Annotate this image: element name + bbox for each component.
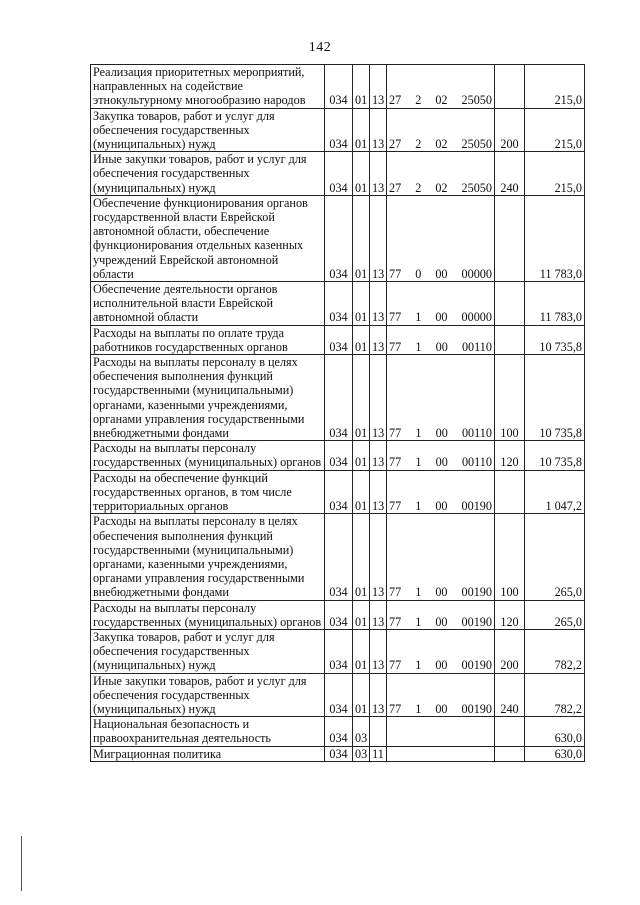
tsr-part: 00 [435, 310, 448, 325]
tsr-code-cell [387, 514, 495, 600]
vr-code-cell: 240 [495, 152, 525, 196]
tsr-part: 77 [389, 455, 402, 470]
gr-code-cell: 034 [325, 65, 353, 109]
tsr-part: 00190 [461, 585, 492, 600]
tsr-part: 1 [415, 585, 422, 600]
vr-code-cell [495, 717, 525, 746]
tsr-part: 1 [415, 658, 422, 673]
tsr-part: 00 [435, 658, 448, 673]
vr-code-cell: 120 [495, 600, 525, 629]
vr-code-cell: 240 [495, 673, 525, 717]
tsr-part: 00 [435, 585, 448, 600]
amount-cell: 10 735,8 [525, 441, 585, 470]
tsr-part: 77 [389, 658, 402, 673]
row-name-cell: Расходы на выплаты по оплате труда работников государственных органов [91, 325, 325, 354]
rz-code-cell: 01 [353, 355, 370, 441]
row-name-cell: Реализация приоритетных мероприятий, направленных на содействие этнокультурному многообразию народов [91, 65, 325, 109]
amount-cell: 215,0 [525, 152, 585, 196]
gr-code-cell: 034 [325, 108, 353, 152]
gr-code-cell: 034 [325, 152, 353, 196]
tsr-part: 00190 [461, 614, 492, 629]
table-row [91, 629, 585, 673]
margin-line [21, 836, 22, 891]
row-name-cell: Расходы на выплаты персоналу государственных (муниципальных) органов [91, 600, 325, 629]
rz-code-cell: 03 [353, 717, 370, 746]
row-name-cell: Закупка товаров, работ и услуг для обеспечения государственных (муниципальных) нужд [91, 108, 325, 152]
amount-cell: 1 047,2 [525, 470, 585, 514]
tsr-part: 1 [415, 499, 422, 514]
rz-code-cell: 01 [353, 108, 370, 152]
row-name-cell: Закупка товаров, работ и услуг для обеспечения государственных (муниципальных) нужд [91, 629, 325, 673]
page-number: 142 [308, 40, 332, 55]
table-row [91, 282, 585, 326]
tsr-part: 77 [389, 499, 402, 514]
amount-cell: 10 735,8 [525, 325, 585, 354]
amount-cell: 11 783,0 [525, 282, 585, 326]
tsr-part: 0 [415, 266, 422, 281]
tsr-part: 00110 [461, 455, 492, 470]
tsr-part: 2 [415, 93, 422, 108]
tsr-code-cell [387, 673, 495, 717]
tsr-part: 02 [435, 137, 448, 152]
tsr-code-cell [387, 325, 495, 354]
table-row [91, 355, 585, 441]
rz-code-cell: 01 [353, 441, 370, 470]
tsr-code-cell [387, 441, 495, 470]
pr-code-cell: 13 [370, 195, 387, 281]
amount-cell: 265,0 [525, 600, 585, 629]
tsr-part: 00 [435, 701, 448, 716]
pr-code-cell: 13 [370, 629, 387, 673]
vr-code-cell: 100 [495, 355, 525, 441]
tsr-part: 00110 [461, 339, 492, 354]
gr-code-cell: 034 [325, 195, 353, 281]
tsr-code-cell [387, 629, 495, 673]
table-row [91, 195, 585, 281]
row-name-cell: Иные закупки товаров, работ и услуг для обеспечения государственных (муниципальных) нужд [91, 152, 325, 196]
table-row [91, 717, 585, 746]
tsr-part: 2 [415, 180, 422, 195]
vr-code-cell: 200 [495, 629, 525, 673]
tsr-part: 00110 [461, 426, 492, 441]
tsr-part: 27 [389, 180, 402, 195]
gr-code-cell: 034 [325, 282, 353, 326]
rz-code-cell: 01 [353, 325, 370, 354]
vr-code-cell [495, 470, 525, 514]
tsr-part: 77 [389, 310, 402, 325]
tsr-part: 2 [415, 137, 422, 152]
tsr-part: 77 [389, 266, 402, 281]
tsr-part: 00190 [461, 499, 492, 514]
amount-cell: 630,0 [525, 717, 585, 746]
gr-code-cell: 034 [325, 325, 353, 354]
rz-code-cell: 01 [353, 673, 370, 717]
row-name-cell: Расходы на выплаты персоналу в целях обеспечения выполнения функций государственными (муниципальными) органами, казенными учреждениями, органами управления государственными внебюджетными фондами [91, 514, 325, 600]
gr-code-cell: 034 [325, 470, 353, 514]
vr-code-cell [495, 282, 525, 326]
tsr-code-cell [387, 282, 495, 326]
vr-code-cell [495, 325, 525, 354]
pr-code-cell: 13 [370, 470, 387, 514]
tsr-part: 25050 [461, 180, 492, 195]
tsr-part: 77 [389, 701, 402, 716]
pr-code-cell: 13 [370, 108, 387, 152]
gr-code-cell: 034 [325, 673, 353, 717]
tsr-part: 00190 [461, 701, 492, 716]
amount-cell: 782,2 [525, 673, 585, 717]
tsr-code-cell [387, 108, 495, 152]
table-row [91, 152, 585, 196]
amount-cell: 265,0 [525, 514, 585, 600]
vr-code-cell [495, 65, 525, 109]
tsr-part: 00 [435, 266, 448, 281]
tsr-part: 00000 [461, 310, 492, 325]
vr-code-cell: 200 [495, 108, 525, 152]
table-row [91, 600, 585, 629]
tsr-part: 00 [435, 426, 448, 441]
table-row [91, 746, 585, 761]
vr-code-cell [495, 746, 525, 761]
row-name-cell: Обеспечение деятельности органов исполнительной власти Еврейской автономной области [91, 282, 325, 326]
table-row [91, 673, 585, 717]
tsr-part: 27 [389, 93, 402, 108]
pr-code-cell: 11 [370, 746, 387, 761]
tsr-part: 1 [415, 701, 422, 716]
tsr-part: 00 [435, 614, 448, 629]
table-row [91, 470, 585, 514]
amount-cell: 215,0 [525, 65, 585, 109]
pr-code-cell: 13 [370, 65, 387, 109]
pr-code-cell [370, 717, 387, 746]
row-name-cell: Национальная безопасность и правоохранительная деятельность [91, 717, 325, 746]
table-row [91, 441, 585, 470]
tsr-part: 77 [389, 339, 402, 354]
tsr-part: 02 [435, 93, 448, 108]
tsr-part: 02 [435, 180, 448, 195]
rz-code-cell: 03 [353, 746, 370, 761]
amount-cell: 782,2 [525, 629, 585, 673]
amount-cell: 630,0 [525, 746, 585, 761]
pr-code-cell: 13 [370, 152, 387, 196]
tsr-part: 00 [435, 499, 448, 514]
row-name-cell: Миграционная политика [91, 746, 325, 761]
table-row [91, 65, 585, 109]
rz-code-cell: 01 [353, 629, 370, 673]
rz-code-cell: 01 [353, 514, 370, 600]
row-name-cell: Расходы на выплаты персоналу в целях обеспечения выполнения функций государственными (муниципальными) органами, казенными учреждениями, органами управления государственными внебюджетными фондами [91, 355, 325, 441]
tsr-code-cell [387, 717, 495, 746]
row-name-cell: Расходы на обеспечение функций государственных органов, в том числе территориальных органов [91, 470, 325, 514]
rz-code-cell: 01 [353, 65, 370, 109]
rz-code-cell: 01 [353, 152, 370, 196]
tsr-code-cell [387, 470, 495, 514]
pr-code-cell: 13 [370, 673, 387, 717]
pr-code-cell: 13 [370, 325, 387, 354]
gr-code-cell: 034 [325, 441, 353, 470]
rz-code-cell: 01 [353, 600, 370, 629]
vr-code-cell: 100 [495, 514, 525, 600]
row-name-cell: Расходы на выплаты персоналу государственных (муниципальных) органов [91, 441, 325, 470]
tsr-part: 1 [415, 310, 422, 325]
tsr-part: 00 [435, 339, 448, 354]
table-row [91, 325, 585, 354]
tsr-part: 77 [389, 585, 402, 600]
gr-code-cell: 034 [325, 355, 353, 441]
gr-code-cell: 034 [325, 717, 353, 746]
amount-cell: 10 735,8 [525, 355, 585, 441]
tsr-part: 1 [415, 426, 422, 441]
tsr-code-cell [387, 195, 495, 281]
vr-code-cell: 120 [495, 441, 525, 470]
tsr-part: 1 [415, 339, 422, 354]
tsr-part: 25050 [461, 93, 492, 108]
tsr-part: 27 [389, 137, 402, 152]
tsr-part: 00000 [461, 266, 492, 281]
budget-table [90, 64, 585, 762]
tsr-code-cell [387, 152, 495, 196]
table-row [91, 108, 585, 152]
row-name-cell: Иные закупки товаров, работ и услуг для обеспечения государственных (муниципальных) нужд [91, 673, 325, 717]
gr-code-cell: 034 [325, 746, 353, 761]
tsr-code-cell [387, 746, 495, 761]
row-name-cell: Обеспечение функционирования органов государственной власти Еврейской автономной области, обеспечение функционирования отдельных казенных учреждений Еврейской автономной области [91, 195, 325, 281]
tsr-part: 00190 [461, 658, 492, 673]
tsr-part: 00 [435, 455, 448, 470]
gr-code-cell: 034 [325, 629, 353, 673]
tsr-code-cell [387, 600, 495, 629]
tsr-code-cell [387, 65, 495, 109]
amount-cell: 11 783,0 [525, 195, 585, 281]
gr-code-cell: 034 [325, 514, 353, 600]
rz-code-cell: 01 [353, 470, 370, 514]
pr-code-cell: 13 [370, 600, 387, 629]
tsr-code-cell [387, 355, 495, 441]
tsr-part: 1 [415, 455, 422, 470]
pr-code-cell: 13 [370, 441, 387, 470]
tsr-part: 77 [389, 426, 402, 441]
tsr-part: 25050 [461, 137, 492, 152]
pr-code-cell: 13 [370, 514, 387, 600]
vr-code-cell [495, 195, 525, 281]
gr-code-cell: 034 [325, 600, 353, 629]
pr-code-cell: 13 [370, 355, 387, 441]
rz-code-cell: 01 [353, 195, 370, 281]
tsr-part: 77 [389, 614, 402, 629]
tsr-part: 1 [415, 614, 422, 629]
pr-code-cell: 13 [370, 282, 387, 326]
amount-cell: 215,0 [525, 108, 585, 152]
table-row [91, 514, 585, 600]
rz-code-cell: 01 [353, 282, 370, 326]
